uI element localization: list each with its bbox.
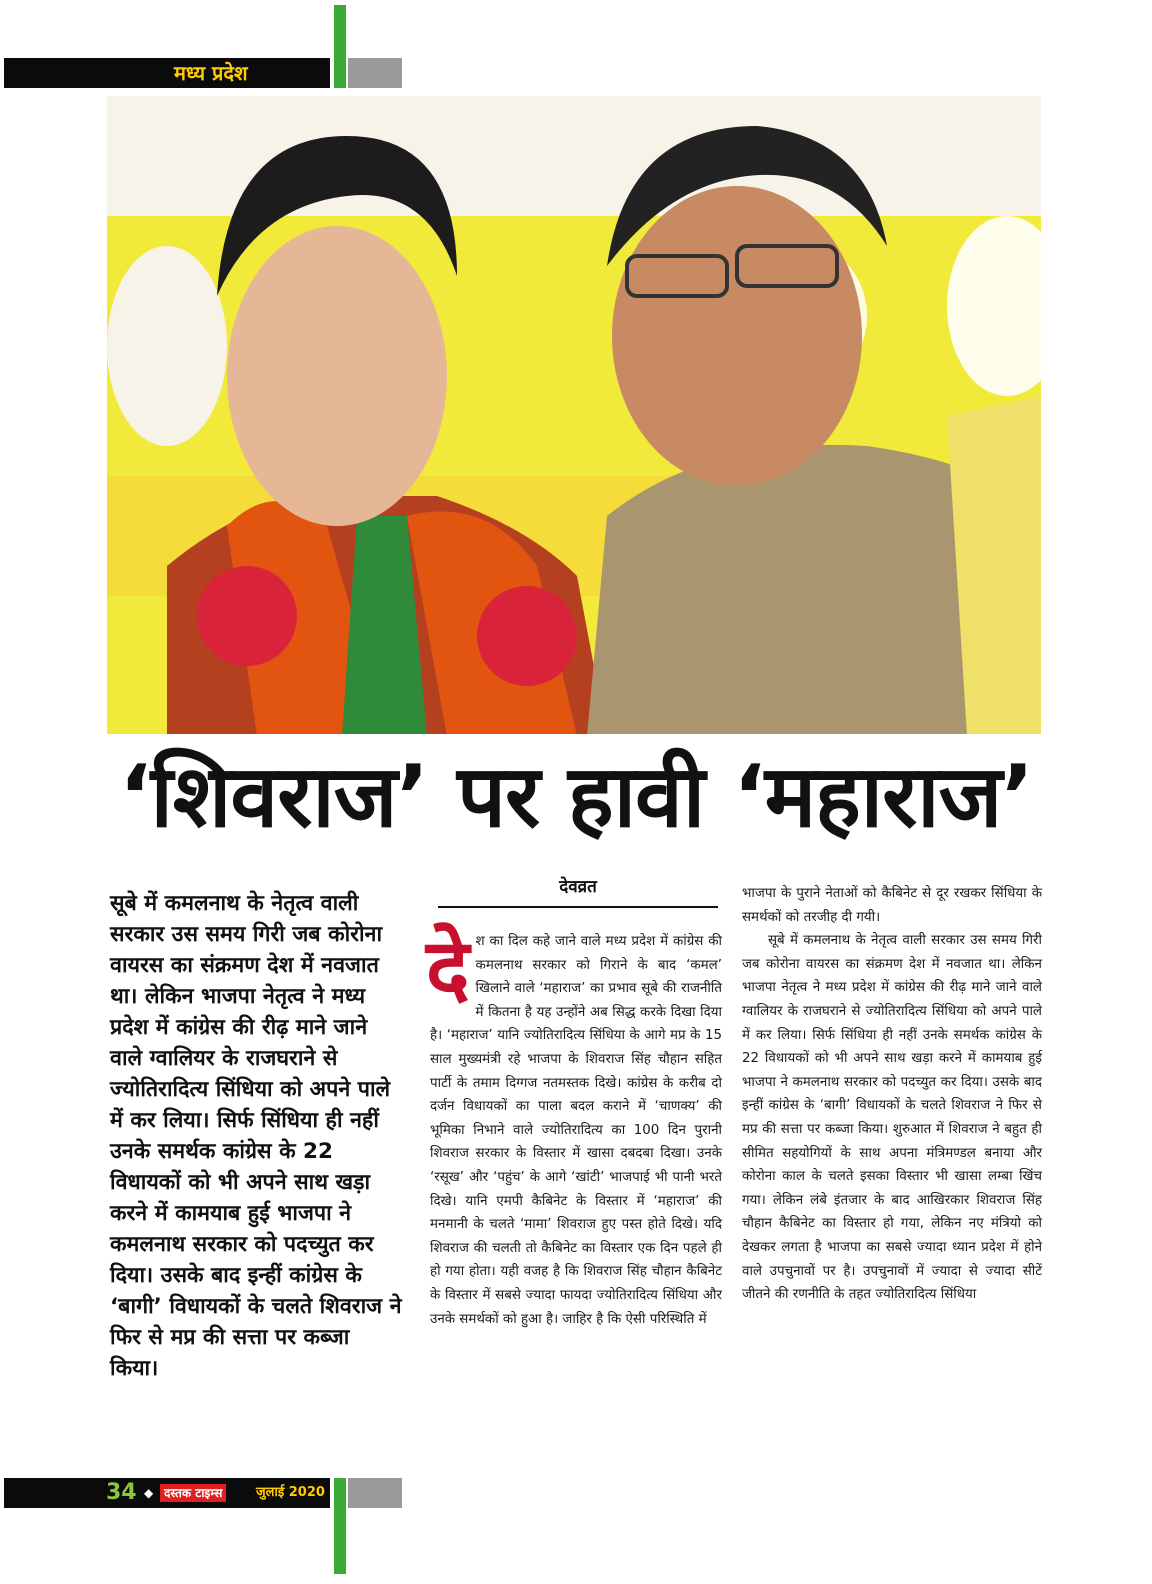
article-column-3 — [742, 882, 1042, 1307]
article-column-2 — [426, 921, 722, 1331]
magazine-logo: दस्तक टाइम्स — [160, 1484, 226, 1502]
page-number: 34 — [106, 1480, 137, 1505]
issue-date: जुलाई 2020 — [256, 1485, 325, 1500]
author-name: देवव्रत — [559, 877, 597, 897]
section-header-bar — [4, 58, 330, 88]
article-paragraph: भाजपा के पुराने नेताओं को कैबिनेट से दूर रखकर सिंधिया के समर्थकों को तरजीह दी गयी। — [742, 886, 1042, 925]
header-accent-gray — [348, 58, 402, 88]
footer-accent-green — [334, 1478, 346, 1574]
article-paragraph: सूबे में कमलनाथ के नेतृत्व वाली सरकार उस समय गिरी जब कोरोना वायरस का संक्रमण देश में नवजात था। लेकिन भाजपा नेतृत्व ने मध्य प्रदेश में कांग्रेस की रीढ़ माने जाने वाले ग्वालियर के राजघराने से ज्योतिरादित्य सिंधिया को अपने पाले में कर लिया। सिर्फ सिंधिया ही नहीं उनके समर्थक कांग्रेस के 22 विधायकों को भी अपने साथ खड़ा करने में कामयाब हुई भाजपा ने कमलनाथ सरकार को पदच्युत कर दिया। उसके बाद इन्हीं कांग्रेस के ‘बागी’ विधायकों के चलते शिवराज ने फिर से मप्र की सत्ता पर कब्जा किया। शुरुआत में शिवराज ने बहुत ही सीमित सहयोगियों के साथ अपना मंत्रिमण्डल बनाया और कोरोना काल के चलते इसका विस्तार भी खासा लम्बा खिंच गया। लेकिन लंबे इंतजार के बाद आखिरकार शिवराज सिंह चौहान कैबिनेट का विस्तार हो गया, लेकिन नए मंत्रियो को देखकर लगता है भाजपा का सबसे ज्यादा ध्यान प्रदेश में होने वाले उपचुनावों पर है। उपचुनावों में ज्यादा से ज्यादा सीटें जीतने की रणनीति के तहत ज्योतिरादित्य सिंधिया — [742, 933, 1042, 1303]
footer-accent-gray — [348, 1478, 402, 1508]
intro-text — [110, 888, 402, 1384]
intro-paragraph: सूबे में कमलनाथ के नेतृत्व वाली सरकार उस समय गिरी जब कोरोना वायरस का संक्रमण देश में नवजात था। लेकिन भाजपा नेतृत्व ने मध्य प्रदेश में कांग्रेस की रीढ़ माने जाने वाले ग्वालियर के राजघराने से ज्योतिरादित्य सिंधिया को अपने पाले में कर लिया। सिर्फ सिंधिया ही नहीं उनके समर्थक कांग्रेस के 22 विधायकों को भी अपने साथ खड़ा करने में कामयाब हुई भाजपा ने कमलनाथ सरकार को पदच्युत कर दिया। उसके बाद इन्हीं कांग्रेस के ‘बागी’ विधायकों के चलते शिवराज ने फिर से मप्र की सत्ता पर कब्जा किया। — [110, 891, 402, 1381]
header-accent-green — [334, 5, 346, 88]
drop-cap: दे — [426, 921, 470, 1017]
diamond-icon: ◆ — [144, 1486, 154, 1500]
article-photo — [107, 96, 1041, 734]
article-paragraph: श का दिल कहे जाने वाले मध्य प्रदेश में कांग्रेस की कमलनाथ सरकार को गिराने के बाद ‘कमल’ खिलाने वाले ‘महाराज’ का प्रभाव सूबे की राजनीति में कितना है यह उन्होंने अब सिद्ध करके दिखा दिया है। ‘महाराज’ यानि ज्योतिरादित्य सिंधिया के आगे मप्र के 15 साल मुख्यमंत्री रहे भाजपा के शिवराज सिंह चौहान सहित पार्टी के तमाम दिग्गज नतमस्तक दिखे। कांग्रेस के करीब दो दर्जन विधायकों का पाला बदल कराने में ‘चाणक्य’ की भूमिका निभाने वाले ज्योतिरादित्य का 100 दिन पुरानी शिवराज सरकार के विस्तार में खासा दबदबा दिखा। उनके ‘रसूख’ और ‘पहुंच’ के आगे ‘खांटी’ भाजपाई भी पानी भरते दिखे। यानि एमपी कैबिनेट के विस्तार में ‘महाराज’ की मनमानी के चलते ‘मामा’ शिवराज हुए पस्त होते दिखे। यदि शिवराज की चलती तो कैबिनेट का विस्तार एक दिन पहले ही हो गया होता। यही वजह है कि शिवराज सिंह चौहान कैबिनेट के विस्तार में सबसे ज्यादा फायदा ज्योतिरादित्य सिंधिया और उनके समर्थकों को हुआ है। जाहिर है कि ऐसी परिस्थिति में — [430, 934, 722, 1327]
section-label: मध्य प्रदेश — [174, 61, 248, 85]
author-rule — [438, 906, 718, 908]
headline: ‘शिवराज’ पर हावी ‘महाराज’ — [118, 747, 1033, 847]
